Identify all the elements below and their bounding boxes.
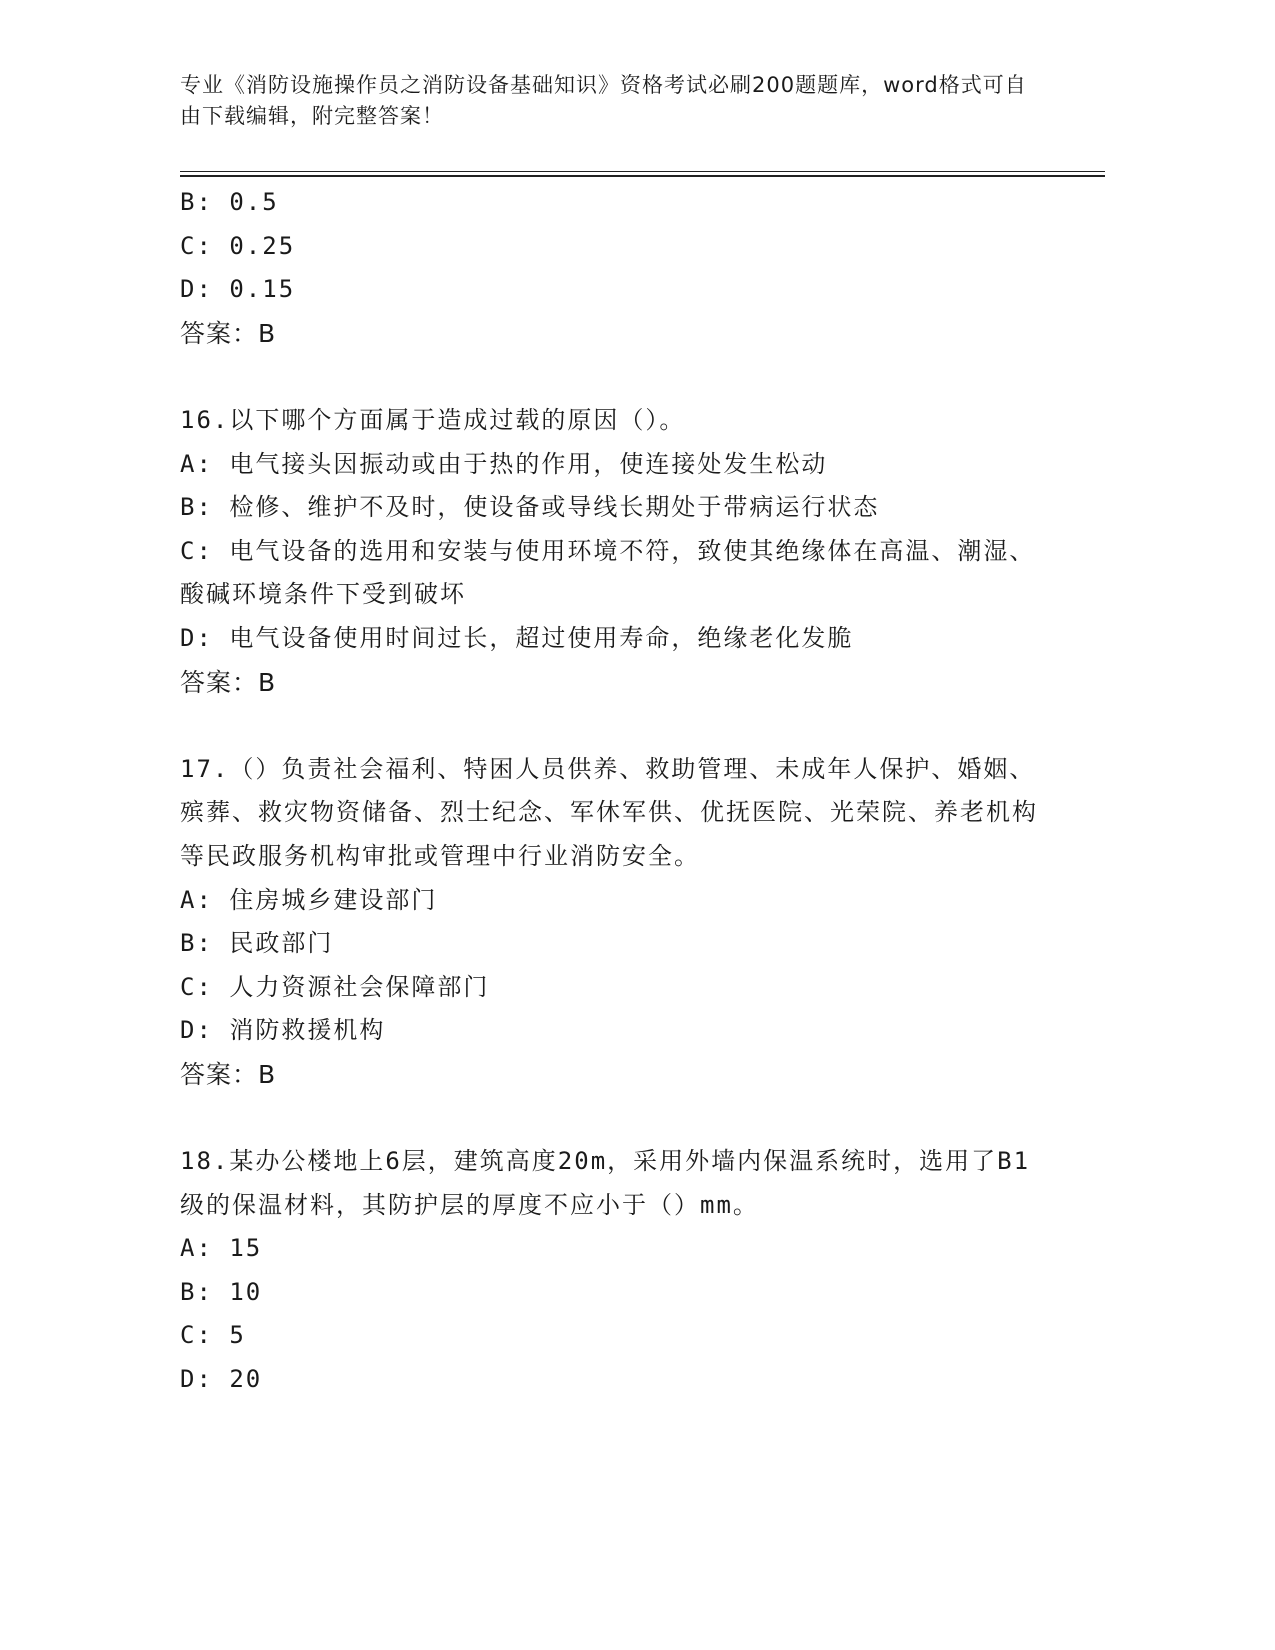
answer-label: 答案：B	[180, 318, 277, 348]
question-17	[180, 748, 1040, 1097]
question-text: 18.某办公楼地上6层，建筑高度20m，采用外墙内保温系统时，选用了B1级的保温材料，其防护层的厚度不应小于（）mm。	[180, 1147, 1031, 1219]
question-text: 16.以下哪个方面属于造成过载的原因（）。	[180, 405, 686, 434]
option-c: C: 0.25	[180, 231, 296, 260]
spacer	[180, 355, 1040, 399]
answer-label: 答案：B	[180, 1059, 277, 1089]
header-rule-thin	[180, 171, 1105, 172]
option-c: C: 人力资源社会保障部门	[180, 972, 490, 1001]
spacer	[180, 1096, 1040, 1140]
option-a: A: 电气接头因振动或由于热的作用，使连接处发生松动	[180, 449, 828, 478]
document-header: 专业《消防设施操作员之消防设备基础知识》资格考试必刷200题题库，word格式可自由下载编辑，附完整答案！	[180, 73, 1027, 128]
option-c: C: 电气设备的选用和安装与使用环境不符，致使其绝缘体在高温、潮湿、酸碱环境条件下受到破坏	[180, 536, 1036, 609]
question-text: 17.（）负责社会福利、特困人员供养、救助管理、未成年人保护、婚姻、殡葬、救灾物资储备、烈士纪念、军休军供、优抚医院、光荣院、养老机构等民政服务机构审批或管理中行业消防安全。	[180, 754, 1038, 870]
option-b: B: 0.5	[180, 188, 279, 216]
spacer	[180, 704, 1040, 748]
question-18	[180, 1140, 1040, 1402]
option-b: B: 10	[180, 1277, 263, 1306]
question-15	[180, 181, 1040, 355]
question-16	[180, 399, 1040, 704]
option-d: D: 消防救援机构	[180, 1016, 386, 1045]
option-a: A: 住房城乡建设部门	[180, 885, 438, 914]
answer-label: 答案：B	[180, 667, 277, 697]
option-d: D: 20	[180, 1365, 263, 1394]
header-rule-thick	[180, 175, 1105, 177]
option-b: B: 民政部门	[180, 929, 334, 958]
option-a: A: 15	[180, 1234, 263, 1263]
question-content	[180, 181, 1040, 1402]
option-c: C: 5	[180, 1321, 246, 1350]
option-d: D: 电气设备使用时间过长，超过使用寿命，绝缘老化发脆	[180, 623, 854, 652]
option-d: D: 0.15	[180, 275, 296, 304]
option-b: B: 检修、维护不及时，使设备或导线长期处于带病运行状态	[180, 493, 880, 522]
